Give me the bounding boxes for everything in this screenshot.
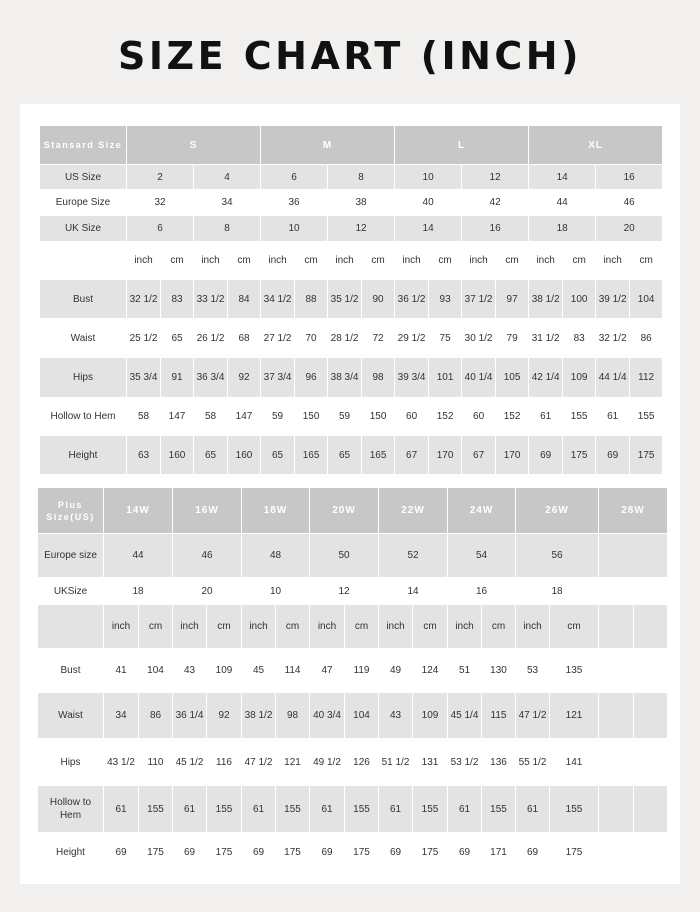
- cell: 69: [310, 833, 345, 872]
- size-header: S: [127, 126, 261, 165]
- height-row: [40, 436, 663, 475]
- uk-size-row: [40, 216, 663, 242]
- cell: 147: [161, 398, 194, 436]
- cell: 40 1/4: [462, 358, 496, 398]
- cell: 88: [295, 280, 328, 319]
- cell: 44: [529, 190, 596, 216]
- cell: inch: [448, 605, 482, 649]
- cell: cm: [496, 242, 529, 280]
- cell: 20: [173, 578, 242, 605]
- cell: 30 1/2: [462, 319, 496, 358]
- cell: 175: [207, 833, 242, 872]
- hips-row: [38, 739, 668, 786]
- cell: 147: [228, 398, 261, 436]
- cell: [599, 693, 634, 739]
- cell: 43 1/2: [104, 739, 139, 786]
- cell: 36 3/4: [194, 358, 228, 398]
- cell: 69: [529, 436, 563, 475]
- row-label: [38, 605, 104, 649]
- cell: cm: [207, 605, 242, 649]
- cell: 28 1/2: [328, 319, 362, 358]
- size-header: L: [395, 126, 529, 165]
- cell: [599, 739, 634, 786]
- cell: 69: [104, 833, 139, 872]
- cell: 175: [550, 833, 599, 872]
- cell: 155: [276, 786, 310, 833]
- units-row: [38, 605, 668, 649]
- cell: 112: [630, 358, 663, 398]
- cell: 46: [596, 190, 663, 216]
- cell: 84: [228, 280, 261, 319]
- cell: 31 1/2: [529, 319, 563, 358]
- cell: 141: [550, 739, 599, 786]
- cell: 61: [448, 786, 482, 833]
- cell: 53: [516, 649, 550, 693]
- europe-size-row: [38, 534, 668, 578]
- cell: 92: [228, 358, 261, 398]
- cell: 155: [345, 786, 379, 833]
- cell: 8: [328, 165, 395, 190]
- cell: 115: [482, 693, 516, 739]
- cell: 42 1/4: [529, 358, 563, 398]
- cell: 14: [395, 216, 462, 242]
- cell: 61: [379, 786, 413, 833]
- cell: [599, 833, 634, 872]
- cell: [599, 649, 634, 693]
- cell: 36 1/2: [395, 280, 429, 319]
- waist-row: [38, 693, 668, 739]
- cell: 104: [630, 280, 663, 319]
- cell: inch: [310, 605, 345, 649]
- cell: 8: [194, 216, 261, 242]
- cell: 155: [482, 786, 516, 833]
- cell: [634, 786, 668, 833]
- cell: 46: [173, 534, 242, 578]
- row-label: Height: [40, 436, 127, 475]
- cell: 48: [242, 534, 310, 578]
- cell: 170: [496, 436, 529, 475]
- row-label: Hips: [40, 358, 127, 398]
- cell: cm: [550, 605, 599, 649]
- cell: 32 1/2: [127, 280, 161, 319]
- cell: 40: [395, 190, 462, 216]
- cell: inch: [261, 242, 295, 280]
- cell: 152: [429, 398, 462, 436]
- cell: 160: [228, 436, 261, 475]
- row-label: US Size: [40, 165, 127, 190]
- hollow-to-hem-row: [40, 398, 663, 436]
- size-header: 28W: [599, 488, 668, 534]
- us-size-row: [40, 165, 663, 190]
- row-label: UK Size: [40, 216, 127, 242]
- cell: 83: [161, 280, 194, 319]
- cell: 56: [516, 534, 599, 578]
- cell: 42: [462, 190, 529, 216]
- row-label: Hollow to Hem: [40, 398, 127, 436]
- cell: [634, 833, 668, 872]
- cell: 33 1/2: [194, 280, 228, 319]
- plus-size-table: [37, 487, 668, 872]
- cell: cm: [482, 605, 516, 649]
- cell: 60: [395, 398, 429, 436]
- cell: 39 3/4: [395, 358, 429, 398]
- cell: 4: [194, 165, 261, 190]
- cell: 100: [563, 280, 596, 319]
- row-label: Waist: [40, 319, 127, 358]
- cell: [634, 649, 668, 693]
- cell: 165: [362, 436, 395, 475]
- cell: [634, 693, 668, 739]
- cell: inch: [173, 605, 207, 649]
- cell: 65: [261, 436, 295, 475]
- uk-size-row: [38, 578, 668, 605]
- cell: 18: [516, 578, 599, 605]
- cell: cm: [345, 605, 379, 649]
- cell: 155: [413, 786, 448, 833]
- cell: 47: [310, 649, 345, 693]
- cell: 135: [550, 649, 599, 693]
- cell: 16: [596, 165, 663, 190]
- row-label: Height: [38, 833, 104, 872]
- cell: 10: [395, 165, 462, 190]
- cell: 60: [462, 398, 496, 436]
- cell: 12: [462, 165, 529, 190]
- cell: cm: [295, 242, 328, 280]
- row-label: Europe Size: [40, 190, 127, 216]
- size-header: M: [261, 126, 395, 165]
- cell: 12: [310, 578, 379, 605]
- cell: 91: [161, 358, 194, 398]
- cell: 65: [194, 436, 228, 475]
- cell: 175: [139, 833, 173, 872]
- cell: 55 1/2: [516, 739, 550, 786]
- cell: cm: [228, 242, 261, 280]
- cell: 43: [173, 649, 207, 693]
- cell: 119: [345, 649, 379, 693]
- cell: inch: [379, 605, 413, 649]
- cell: 14: [529, 165, 596, 190]
- cell: cm: [362, 242, 395, 280]
- cell: 116: [207, 739, 242, 786]
- cell: inch: [596, 242, 630, 280]
- cell: 20: [596, 216, 663, 242]
- row-label: Waist: [38, 693, 104, 739]
- cell: 58: [194, 398, 228, 436]
- cell: 16: [448, 578, 516, 605]
- cell: 10: [242, 578, 310, 605]
- cell: cm: [413, 605, 448, 649]
- row-label: UKSize: [38, 578, 104, 605]
- size-header: 16W: [173, 488, 242, 534]
- cell: 59: [328, 398, 362, 436]
- size-header: XL: [529, 126, 663, 165]
- cell: [599, 605, 634, 649]
- cell: 61: [516, 786, 550, 833]
- row-label: Hips: [38, 739, 104, 786]
- cell: 38 3/4: [328, 358, 362, 398]
- cell: 75: [429, 319, 462, 358]
- size-header: 14W: [104, 488, 173, 534]
- cell: 155: [630, 398, 663, 436]
- cell: 68: [228, 319, 261, 358]
- row-label: [40, 242, 127, 280]
- cell: 38 1/2: [529, 280, 563, 319]
- cell: 65: [161, 319, 194, 358]
- cell: inch: [127, 242, 161, 280]
- hips-row: [40, 358, 663, 398]
- cell: 37 3/4: [261, 358, 295, 398]
- cell: 175: [630, 436, 663, 475]
- cell: 14: [379, 578, 448, 605]
- cell: cm: [429, 242, 462, 280]
- cell: 165: [295, 436, 328, 475]
- cell: 175: [345, 833, 379, 872]
- cell: 43: [379, 693, 413, 739]
- cell: 98: [276, 693, 310, 739]
- cell: 47 1/2: [516, 693, 550, 739]
- cell: cm: [563, 242, 596, 280]
- cell: 121: [550, 693, 599, 739]
- cell: 124: [413, 649, 448, 693]
- cell: 155: [139, 786, 173, 833]
- size-header: 22W: [379, 488, 448, 534]
- cell: inch: [194, 242, 228, 280]
- cell: 90: [362, 280, 395, 319]
- cell: 65: [328, 436, 362, 475]
- cell: cm: [161, 242, 194, 280]
- size-header: 20W: [310, 488, 379, 534]
- cell: 2: [127, 165, 194, 190]
- height-row: [38, 833, 668, 872]
- cell: 69: [173, 833, 207, 872]
- cell: 32: [127, 190, 194, 216]
- cell: 40 3/4: [310, 693, 345, 739]
- cell: 45 1/4: [448, 693, 482, 739]
- cell: 171: [482, 833, 516, 872]
- cell: 41: [104, 649, 139, 693]
- cell: inch: [242, 605, 276, 649]
- cell: 6: [127, 216, 194, 242]
- cell: 101: [429, 358, 462, 398]
- cell: 160: [161, 436, 194, 475]
- cell: 104: [345, 693, 379, 739]
- cell: 16: [462, 216, 529, 242]
- cell: 110: [139, 739, 173, 786]
- cell: 109: [413, 693, 448, 739]
- size-header: 24W: [448, 488, 516, 534]
- cell: 70: [295, 319, 328, 358]
- cell: 51 1/2: [379, 739, 413, 786]
- cell: 121: [276, 739, 310, 786]
- cell: cm: [139, 605, 173, 649]
- cell: 150: [295, 398, 328, 436]
- bust-row: [40, 280, 663, 319]
- cell: cm: [630, 242, 663, 280]
- cell: 131: [413, 739, 448, 786]
- cell: 136: [482, 739, 516, 786]
- cell: 69: [242, 833, 276, 872]
- cell: 104: [139, 649, 173, 693]
- cell: 155: [207, 786, 242, 833]
- cell: 49: [379, 649, 413, 693]
- cell: 155: [563, 398, 596, 436]
- cell: 93: [429, 280, 462, 319]
- cell: [599, 578, 668, 605]
- cell: 32 1/2: [596, 319, 630, 358]
- cell: 72: [362, 319, 395, 358]
- cell: 175: [276, 833, 310, 872]
- cell: 69: [448, 833, 482, 872]
- cell: 92: [207, 693, 242, 739]
- cell: 36 1/4: [173, 693, 207, 739]
- cell: 36: [261, 190, 328, 216]
- cell: 152: [496, 398, 529, 436]
- cell: 86: [139, 693, 173, 739]
- size-header: 18W: [242, 488, 310, 534]
- cell: 26 1/2: [194, 319, 228, 358]
- cell: 35 3/4: [127, 358, 161, 398]
- cell: inch: [529, 242, 563, 280]
- size-corner-label: Plus Size(US): [38, 488, 104, 534]
- cell: 61: [596, 398, 630, 436]
- cell: 61: [104, 786, 139, 833]
- cell: 170: [429, 436, 462, 475]
- cell: 86: [630, 319, 663, 358]
- cell: 69: [596, 436, 630, 475]
- row-label: Europe size: [38, 534, 104, 578]
- cell: 27 1/2: [261, 319, 295, 358]
- cell: 52: [379, 534, 448, 578]
- size-header: 26W: [516, 488, 599, 534]
- cell: 38: [328, 190, 395, 216]
- cell: [634, 605, 668, 649]
- cell: 109: [207, 649, 242, 693]
- cell: 61: [310, 786, 345, 833]
- cell: inch: [104, 605, 139, 649]
- bust-row: [38, 649, 668, 693]
- cell: 61: [173, 786, 207, 833]
- cell: [599, 786, 634, 833]
- cell: 63: [127, 436, 161, 475]
- cell: 155: [550, 786, 599, 833]
- waist-row: [40, 319, 663, 358]
- cell: 175: [563, 436, 596, 475]
- cell: 50: [310, 534, 379, 578]
- row-label: Hollow to Hem: [38, 786, 104, 833]
- cell: 59: [261, 398, 295, 436]
- cell: inch: [328, 242, 362, 280]
- cell: 61: [529, 398, 563, 436]
- cell: 47 1/2: [242, 739, 276, 786]
- standard-size-table: [39, 125, 663, 475]
- cell: 97: [496, 280, 529, 319]
- cell: 150: [362, 398, 395, 436]
- cell: inch: [516, 605, 550, 649]
- hollow-to-hem-row: [38, 786, 668, 833]
- cell: 98: [362, 358, 395, 398]
- cell: 130: [482, 649, 516, 693]
- cell: 67: [462, 436, 496, 475]
- cell: 18: [104, 578, 173, 605]
- cell: 54: [448, 534, 516, 578]
- size-corner-label: Stansard Size: [40, 126, 127, 165]
- cell: [599, 534, 668, 578]
- cell: 34: [104, 693, 139, 739]
- cell: 79: [496, 319, 529, 358]
- cell: 58: [127, 398, 161, 436]
- europe-size-row: [40, 190, 663, 216]
- cell: 12: [328, 216, 395, 242]
- cell: 34: [194, 190, 261, 216]
- cell: cm: [276, 605, 310, 649]
- cell: 114: [276, 649, 310, 693]
- cell: 35 1/2: [328, 280, 362, 319]
- cell: 69: [379, 833, 413, 872]
- cell: 39 1/2: [596, 280, 630, 319]
- cell: 6: [261, 165, 328, 190]
- cell: 175: [413, 833, 448, 872]
- cell: 45: [242, 649, 276, 693]
- cell: 49 1/2: [310, 739, 345, 786]
- cell: [634, 739, 668, 786]
- cell: 53 1/2: [448, 739, 482, 786]
- cell: 109: [563, 358, 596, 398]
- cell: 83: [563, 319, 596, 358]
- page-title: SIZE CHART (INCH): [118, 34, 582, 78]
- row-label: Bust: [40, 280, 127, 319]
- cell: 105: [496, 358, 529, 398]
- cell: inch: [462, 242, 496, 280]
- cell: 126: [345, 739, 379, 786]
- cell: 44 1/4: [596, 358, 630, 398]
- units-row: [40, 242, 663, 280]
- cell: 96: [295, 358, 328, 398]
- cell: 61: [242, 786, 276, 833]
- cell: 44: [104, 534, 173, 578]
- cell: 45 1/2: [173, 739, 207, 786]
- cell: 38 1/2: [242, 693, 276, 739]
- cell: 25 1/2: [127, 319, 161, 358]
- cell: 69: [516, 833, 550, 872]
- cell: 29 1/2: [395, 319, 429, 358]
- cell: inch: [395, 242, 429, 280]
- cell: 18: [529, 216, 596, 242]
- cell: 34 1/2: [261, 280, 295, 319]
- cell: 67: [395, 436, 429, 475]
- cell: 51: [448, 649, 482, 693]
- row-label: Bust: [38, 649, 104, 693]
- cell: 37 1/2: [462, 280, 496, 319]
- cell: 10: [261, 216, 328, 242]
